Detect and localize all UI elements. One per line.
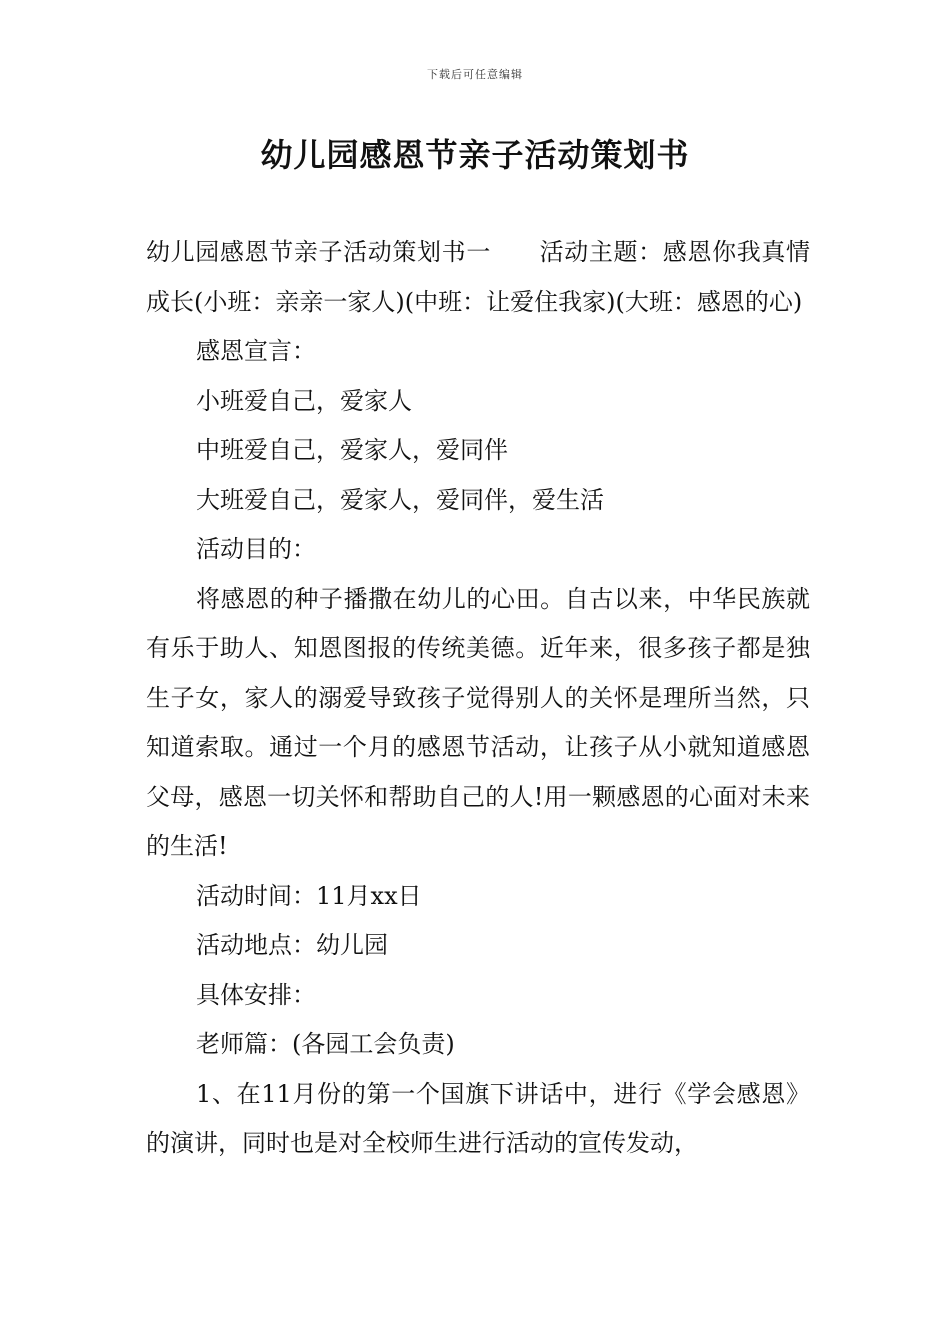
paragraph-middle-class: 中班爱自己，爱家人，爱同伴 [196,436,508,464]
paragraph-location: 活动地点：幼儿园 [196,931,388,959]
paragraph-arrangement-heading: 具体安排： [196,980,316,1009]
intro-paragraph [146,228,810,327]
intro-subtitle: 幼儿园感恩节亲子活动策划书一 [146,238,491,266]
header-note: 下载后可任意编辑 [427,68,523,81]
paragraph-teacher-section: 老师篇：(各园工会负责) [196,1030,455,1058]
paragraph-purpose-body: 将感恩的种子播撒在幼儿的心田。自古以来，中华民族就有乐于助人、知恩图报的传统美德。近年来，很多孩子都是独生子女，家人的溺爱导致孩子觉得别人的关怀是理所当然，只知道索取。通过一个月的感恩节活动，让孩子从小就知道感恩父母，感恩一切关怀和帮助自己的人!用一颗感恩的心面对未来的生活! [146,584,810,860]
paragraph-time: 活动时间：11月xx日 [196,881,422,910]
paragraph-item-1: 1、在11月份的第一个国旗下讲话中，进行《学会感恩》的演讲，同时也是对全校师生进行活动的宣传发动， [146,1079,810,1157]
intro-theme: 活动主题：感恩你我真情成长(小班：亲亲一家人)(中班：让爱住我家)(大班：感恩的心) [146,238,811,316]
paragraph-small-class: 小班爱自己，爱家人 [196,386,412,415]
document-title: 幼儿园感恩节亲子活动策划书 [260,136,690,174]
document-body [146,228,810,1169]
paragraph-large-class: 大班爱自己，爱家人，爱同伴，爱生活 [196,485,604,514]
paragraph-purpose-heading: 活动目的： [196,535,316,563]
paragraph-declaration-heading: 感恩宣言： [196,337,316,365]
